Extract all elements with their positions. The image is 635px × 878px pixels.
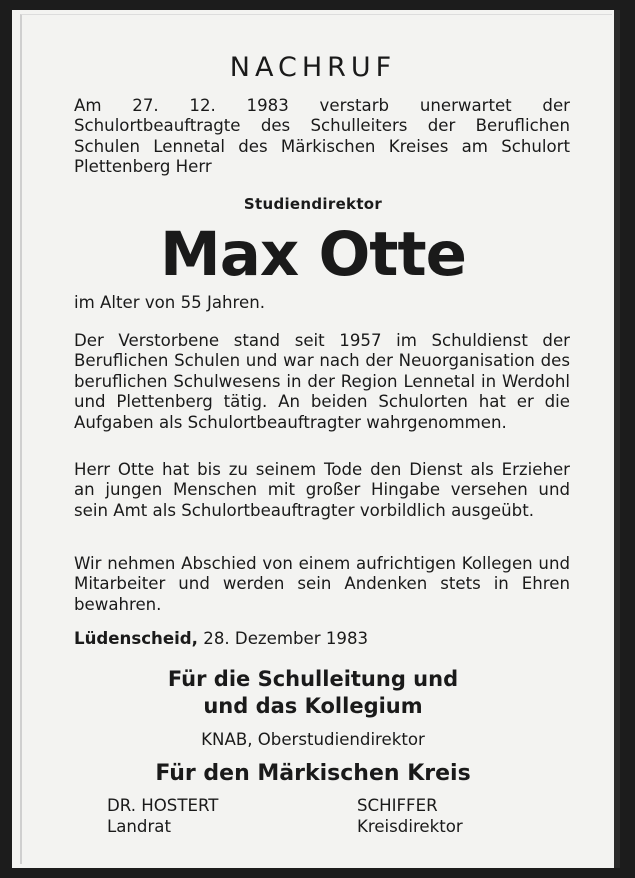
place-name: Lüdenscheid,	[74, 629, 198, 648]
date: 28. Dezember 1983	[203, 629, 369, 648]
age-line: im Alter von 55 Jahren.	[74, 293, 266, 312]
signature-right	[357, 795, 463, 837]
signature-right-title: Kreisdirektor	[357, 817, 463, 836]
career-paragraph: Der Verstorbene stand seit 1957 im Schuldienst der Beruflichen Schulen und war nach der Neuorganisation des beruflichen Schulwesens in der Region Lennetal in Werdohl und Plettenberg tätig. An beiden Schulorten hat er die Aufgaben als Schulortbeauftragter wahrgenommen.	[74, 331, 570, 432]
signature-left-name: DR. HOSTERT	[107, 796, 219, 815]
school-signer-person: KNAB, Oberstudiendirektor	[201, 730, 425, 749]
deceased-rank: Studiendirektor	[243, 195, 383, 213]
deceased-name: Max Otte	[160, 219, 466, 290]
county-signer-heading: Für den Märkischen Kreis	[155, 761, 471, 786]
intro-paragraph: Am 27. 12. 1983 verstarb unerwartet der Schulortbeauftragte des Schulleiters der Beruflichen Schulen Lennetal des Märkischen Kreises am Schulort Plettenberg Herr	[74, 96, 570, 177]
obituary-sheet	[12, 10, 620, 868]
farewell-paragraph: Wir nehmen Abschied von einem aufrichtigen Kollegen und Mitarbeiter und werden sein Andenken stets in Ehren bewahren.	[74, 554, 570, 614]
school-signer-line1: Für die Schulleitung und	[167, 667, 459, 691]
signature-right-name: SCHIFFER	[357, 796, 438, 815]
signature-left	[107, 795, 218, 837]
obituary-title: NACHRUF	[229, 52, 397, 83]
service-paragraph: Herr Otte hat bis zu seinem Tode den Dienst als Erzieher an jungen Menschen mit großer Hingabe versehen und sein Amt als Schulortbeauftragter vorbildlich ausgeübt.	[74, 460, 570, 520]
place-date-line	[74, 629, 368, 648]
school-signer-line2: und das Kollegium	[203, 694, 423, 718]
signature-left-title: Landrat	[107, 817, 171, 836]
